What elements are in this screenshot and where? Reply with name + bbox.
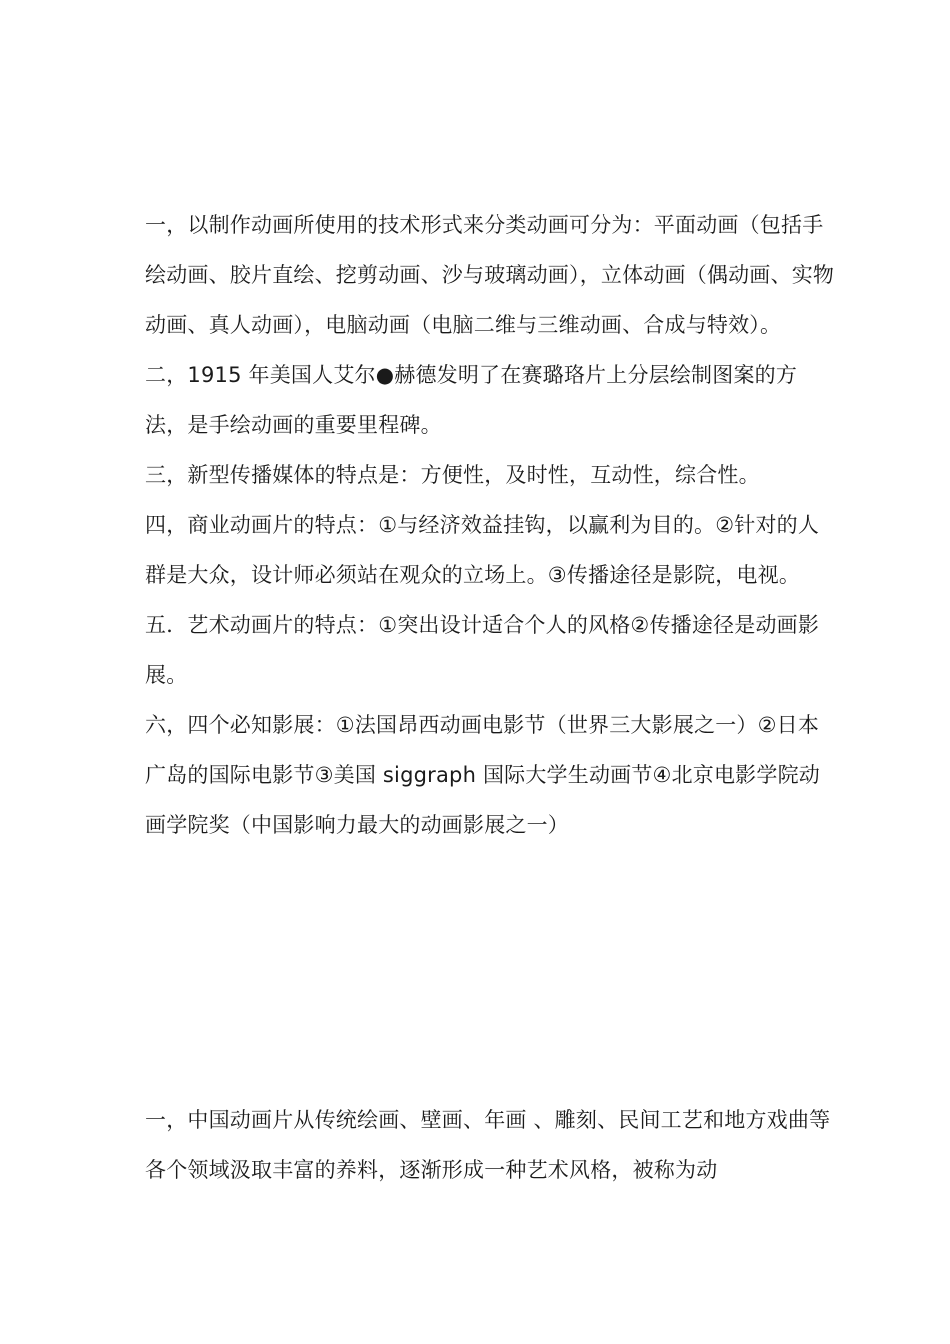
paragraph-3: 三，新型传播媒体的特点是：方便性，及时性，互动性，综合性。 — [145, 463, 760, 487]
paragraph-5: 五．艺术动画片的特点：①突出设计适合个人的风格②传播途径是动画影展。 — [145, 613, 820, 687]
paragraph-4: 四，商业动画片的特点：①与经济效益挂钩，以赢利为目的。②针对的人群是大众，设计师必须站在观众的立场上。③传播途径是影院，电视。 — [145, 513, 820, 587]
section-1 — [145, 200, 835, 850]
paragraph-6: 六，四个必知影展：①法国昂西动画电影节（世界三大影展之一）②日本广岛的国际电影节③美国 siggraph 国际大学生动画节④北京电影学院动画学院奖（中国影响力最大的动画影展之一） — [145, 713, 820, 837]
paragraph-7: 一，中国动画片从传统绘画、壁画、年画 、雕刻、民间工艺和地方戏曲等各个领域汲取丰富的养料，逐渐形成一种艺术风格，被称为动 — [145, 1108, 831, 1182]
paragraph-2: 二，1915 年美国人艾尔●赫德发明了在赛璐珞片上分层绘制图案的方法，是手绘动画的重要里程碑。 — [145, 363, 798, 437]
section-2 — [145, 1095, 835, 1195]
paragraph-1: 一，以制作动画所使用的技术形式来分类动画可分为：平面动画（包括手绘动画、胶片直绘、挖剪动画、沙与玻璃动画），立体动画（偶动画、实物动画、真人动画），电脑动画（电脑二维与三维动画、合成与特效）。 — [145, 213, 835, 337]
